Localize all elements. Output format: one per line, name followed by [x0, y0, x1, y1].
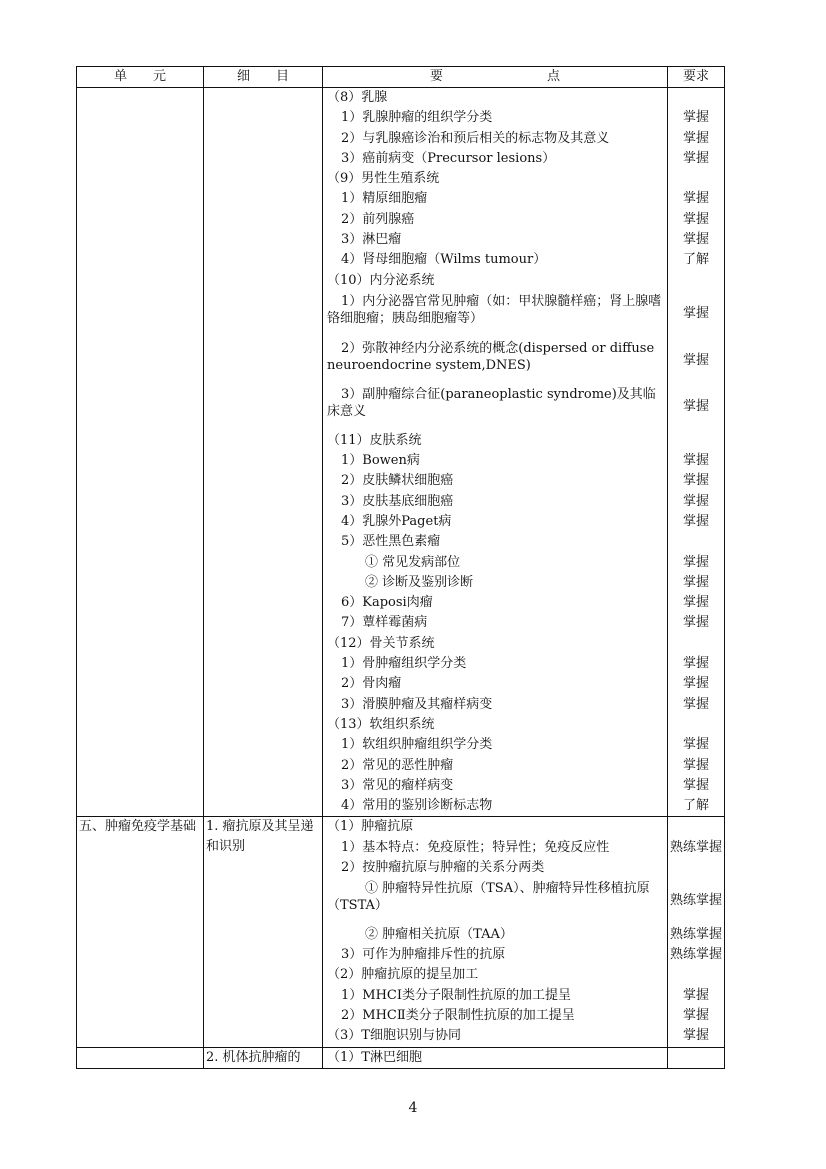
requirement-value: 掌握: [682, 656, 709, 672]
point-line: 2）与乳腺癌诊治和预后相关的标志物及其意义: [341, 130, 610, 146]
syllabus-table: [76, 66, 725, 1069]
point-line: 1）骨肿瘤组织学分类: [341, 656, 467, 672]
requirement-value: [668, 532, 724, 552]
unit-cell: 五、肿瘤免疫学基础: [77, 817, 204, 1047]
point-line: （2）肿瘤抗原的提呈加工: [327, 967, 479, 983]
point-line: 3）皮肤基底细胞癌: [341, 493, 454, 509]
point-line: 3）副肿瘤综合征(paraneoplastic syndrome)及其临床意义: [327, 387, 656, 420]
point-line: 1）Bowen病: [341, 453, 420, 469]
table-row: [77, 817, 725, 1047]
point-line: 1）精原细胞瘤: [341, 191, 428, 207]
point-line: （11）皮肤系统: [327, 432, 422, 448]
point-line: （8）乳腺: [327, 90, 388, 105]
requirement-value: 掌握: [682, 574, 709, 590]
requirement-value: 掌握: [682, 513, 709, 529]
requirement-value: 掌握: [682, 696, 709, 712]
requirement-value: 掌握: [682, 1008, 709, 1024]
point-line: 3）常见的瘤样病变: [341, 777, 454, 793]
requirement-value: 熟练掌握: [669, 947, 722, 963]
requirement-value: 掌握: [682, 191, 709, 207]
point-line: 3）淋巴瘤: [341, 232, 402, 248]
requirement-value: 掌握: [682, 554, 709, 570]
requirement-value: 掌握: [682, 493, 709, 509]
point-line: （9）男性生殖系统: [327, 171, 440, 187]
requirement-value: [668, 965, 724, 985]
point-line: 6）Kaposi肉瘤: [341, 595, 433, 611]
requirement-value: 掌握: [682, 232, 709, 248]
requirement-cell: [668, 1047, 725, 1068]
point-line: （10）内分泌系统: [327, 272, 435, 288]
requirement-cell: [668, 817, 725, 1047]
requirement-value: [668, 431, 724, 451]
detail-cell: [204, 88, 323, 817]
requirement-value: [668, 88, 724, 108]
point-line: 7）蕈样霉菌病: [341, 615, 428, 631]
point-line: 2）按肿瘤抗原与肿瘤的关系分两类: [341, 859, 545, 875]
point-line: （1）T淋巴细胞: [327, 1049, 422, 1065]
requirement-value: 掌握: [682, 110, 709, 126]
requirement-value: [668, 715, 724, 735]
point-line: 2）弥散神经内分泌系统的概念(dispersed or diffuse neuroendocrine system,DNES): [327, 340, 655, 373]
requirement-value: 掌握: [682, 150, 709, 166]
points-cell: [323, 817, 668, 1047]
requirement-value: [668, 169, 724, 189]
requirement-value: 了解: [682, 252, 709, 268]
requirement-value: [668, 858, 724, 878]
point-line: （3）T细胞识别与协同: [327, 1028, 461, 1044]
point-line: 2）常见的恶性肿瘤: [341, 757, 454, 773]
point-line: 2）前列腺癌: [341, 211, 415, 227]
detail-cell: 1. 瘤抗原及其呈递和识别: [204, 817, 323, 1047]
point-line: ① 常见发病部位: [365, 554, 461, 570]
requirement-value: 掌握: [682, 211, 709, 227]
requirement-value: [668, 634, 724, 654]
requirement-value: [668, 1048, 724, 1068]
point-line: 2）骨肉瘤: [341, 676, 402, 692]
requirement-value: 掌握: [682, 473, 709, 489]
requirement-value: 了解: [682, 798, 709, 814]
detail-cell: 2. 机体抗肿瘤的: [204, 1047, 323, 1068]
requirement-value: 掌握: [682, 595, 709, 611]
requirement-value: [668, 817, 724, 837]
requirement-value: 掌握: [682, 676, 709, 692]
point-line: 4）乳腺外Paget病: [341, 513, 452, 529]
point-line: 3）可作为肿瘤排斥性的抗原: [341, 947, 506, 963]
point-line: 1）内分泌器官常见肿瘤（如：甲状腺髓样癌；肾上腺嗜铬细胞瘤；胰岛细胞瘤等）: [327, 293, 662, 326]
table-row: [77, 88, 725, 817]
point-line: ① 肿瘤特异性抗原（TSA）、肿瘤特异性移植抗原（TSTA）: [327, 881, 650, 914]
header-detail: 细 目: [204, 67, 323, 88]
point-line: 3）癌前病变（Precursor lesions）: [341, 150, 556, 166]
requirement-value: 掌握: [682, 757, 709, 773]
table-row: [77, 1047, 725, 1068]
requirement-value: 掌握: [682, 777, 709, 793]
header-row: [77, 67, 725, 88]
requirement-value: [668, 271, 724, 291]
requirement-value: 掌握: [682, 987, 709, 1003]
point-line: 2）皮肤鳞状细胞癌: [341, 473, 454, 489]
requirement-value: 掌握: [682, 615, 709, 631]
point-line: （12）骨关节系统: [327, 635, 435, 651]
table-body: [77, 88, 725, 1069]
requirement-value: 熟练掌握: [669, 839, 722, 855]
requirement-value: 掌握: [682, 306, 709, 322]
requirement-value: 熟练掌握: [669, 926, 722, 942]
points-cell: [323, 88, 668, 817]
point-line: （1）肿瘤抗原: [327, 819, 414, 835]
point-line: 3）滑膜肿瘤及其瘤样病变: [341, 696, 493, 712]
points-cell: [323, 1047, 668, 1068]
requirement-cell: [668, 88, 725, 817]
requirement-value: 掌握: [682, 453, 709, 469]
point-line: 1）乳腺肿瘤的组织学分类: [341, 110, 493, 126]
point-line: 4）常用的鉴别诊断标志物: [341, 798, 493, 814]
header-points: 要 点: [323, 67, 668, 88]
header-unit: 单 元: [77, 67, 204, 88]
page-number: 4: [408, 1100, 418, 1116]
point-line: （13）软组织系统: [327, 716, 435, 732]
point-line: 1）基本特点：免疫原性；特异性；免疫反应性: [341, 839, 610, 855]
requirement-value: 掌握: [682, 352, 709, 368]
point-line: 4）肾母细胞瘤（Wilms tumour）: [341, 252, 547, 268]
point-line: 1）软组织肿瘤组织学分类: [341, 737, 493, 753]
point-line: ② 肿瘤相关抗原（TAA）: [365, 926, 513, 942]
point-line: 1）MHCⅠ类分子限制性抗原的加工提呈: [341, 987, 572, 1003]
point-line: 2）MHCⅡ类分子限制性抗原的加工提呈: [341, 1008, 575, 1024]
requirement-value: 掌握: [682, 737, 709, 753]
point-line: 5）恶性黑色素瘤: [341, 534, 441, 550]
header-requirement: 要求: [668, 67, 725, 88]
requirement-value: 掌握: [682, 130, 709, 146]
unit-cell: [77, 1047, 204, 1068]
requirement-value: 熟练掌握: [669, 893, 722, 909]
requirement-value: 掌握: [682, 399, 709, 415]
unit-cell: [77, 88, 204, 817]
point-line: ② 诊断及鉴别诊断: [365, 574, 474, 590]
requirement-value: 掌握: [682, 1028, 709, 1044]
